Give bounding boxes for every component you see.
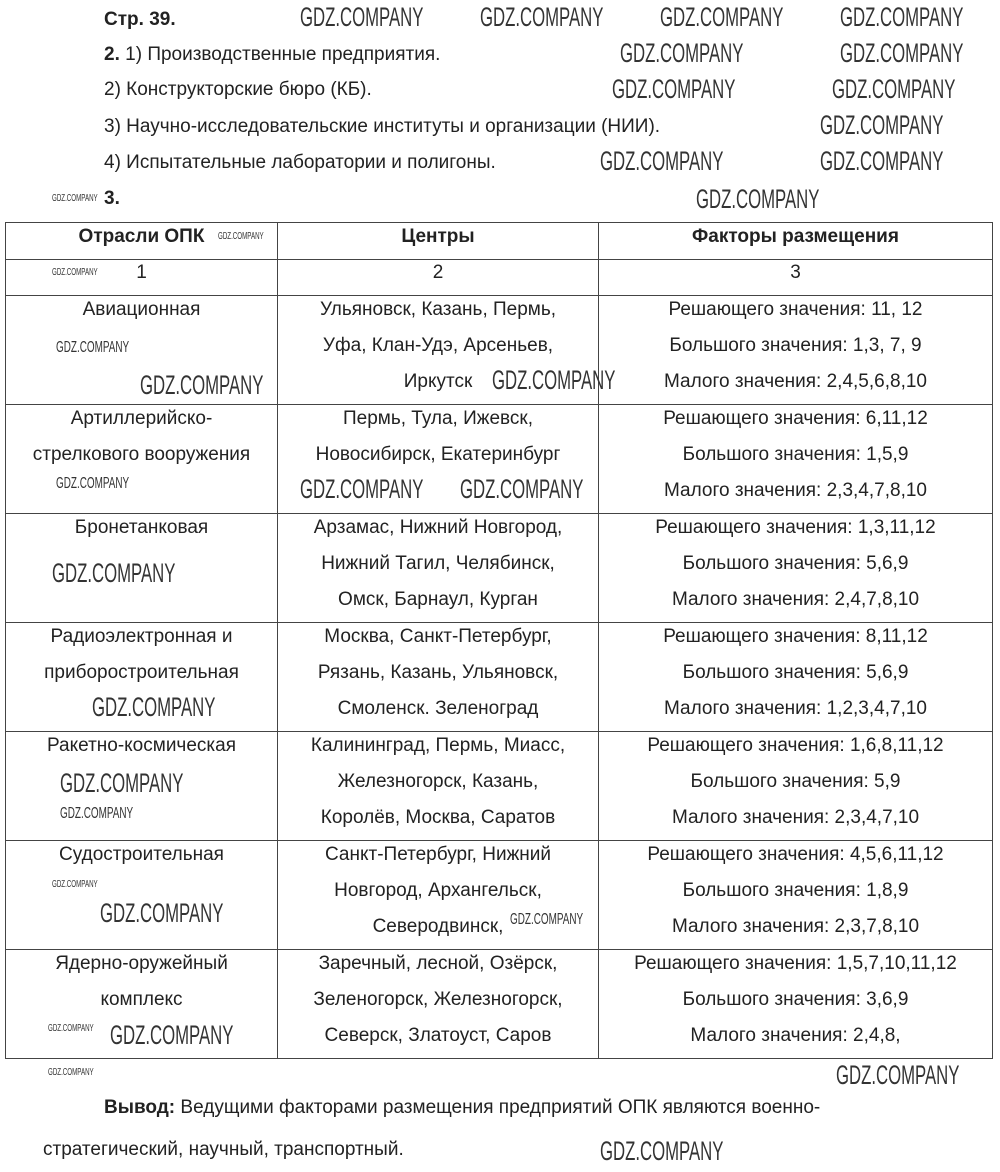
- task2-item-2: 2) Конструкторские бюро (КБ).: [104, 79, 372, 100]
- factors-line: Решающего значения: 1,6,8,11,12: [647, 735, 944, 756]
- task3-number-text: 3.: [104, 188, 120, 209]
- centers-line: Рязань, Казань, Ульяновск,: [317, 662, 559, 683]
- branch-line: Авиационная: [82, 299, 201, 320]
- centers-line: Королёв, Москва, Саратов: [320, 807, 556, 828]
- branch-line: Ядерно-оружейный: [55, 953, 228, 974]
- factors-line: Малого значения: 2,3,4,7,8,10: [664, 480, 927, 501]
- factors-line: Решающего значения: 1,3,11,12: [655, 517, 936, 538]
- centers-line: Железногорск, Казань,: [337, 771, 539, 792]
- centers-cell: [278, 950, 599, 1059]
- conclusion: [104, 1096, 820, 1120]
- column-number: 3: [599, 260, 993, 296]
- task2-item-text: 1) Производственные предприятия.: [125, 44, 441, 65]
- table-row: [6, 841, 993, 950]
- centers-line: Арзамас, Нижний Новгород,: [313, 517, 563, 538]
- branch-cell: [6, 514, 278, 623]
- conclusion-label: Вывод:: [104, 1097, 176, 1118]
- watermark: GDZ.COMPANY: [840, 38, 964, 68]
- branch-cell: [6, 732, 278, 841]
- centers-cell: [278, 841, 599, 950]
- branch-cell: [6, 841, 278, 950]
- factors-line: Решающего значения: 6,11,12: [663, 408, 928, 429]
- watermark: GDZ.COMPANY: [60, 805, 134, 822]
- table-row: [6, 950, 993, 1059]
- branch-cell: [6, 405, 278, 514]
- watermark: GDZ.COMPANY: [56, 475, 130, 492]
- factors-line: Решающего значения: 11, 12: [668, 299, 923, 320]
- centers-line: Санкт-Петербург, Нижний: [324, 844, 551, 865]
- factors-line: Малого значения: 1,2,3,4,7,10: [664, 698, 927, 719]
- factors-line: Решающего значения: 1,5,7,10,11,12: [634, 953, 957, 974]
- centers-line: Калининград, Пермь, Миасс,: [310, 735, 566, 756]
- centers-line: Северодвинск,: [372, 916, 504, 937]
- watermark: GDZ.COMPANY: [140, 370, 264, 400]
- watermark: GDZ.COMPANY: [60, 768, 184, 798]
- table-row: [6, 514, 993, 623]
- watermark: GDZ.COMPANY: [52, 558, 176, 588]
- branch-line: комплекс: [100, 989, 183, 1010]
- task3-number: [104, 187, 120, 211]
- centers-line: Северск, Златоуст, Саров: [324, 1025, 552, 1046]
- factors-line: Решающего значения: 8,11,12: [663, 626, 928, 647]
- centers-line: Заречный, лесной, Озёрск,: [318, 953, 558, 974]
- task2-item-4: 4) Испытательные лаборатории и полигоны.: [104, 152, 496, 173]
- factors-cell: [599, 405, 993, 514]
- branch-line: Судостроительная: [59, 844, 224, 865]
- centers-cell: [278, 623, 599, 732]
- watermark: GDZ.COMPANY: [660, 2, 784, 32]
- centers-line: Зеленогорск, Железногорск,: [313, 989, 563, 1010]
- table-row: [6, 405, 993, 514]
- header-factors: Факторы размещения: [599, 223, 993, 260]
- watermark: GDZ.COMPANY: [52, 879, 98, 890]
- factors-cell: [599, 623, 993, 732]
- watermark: GDZ.COMPANY: [52, 267, 98, 278]
- watermark: GDZ.COMPANY: [492, 365, 616, 395]
- factors-line: Большого значения: 1,8,9: [682, 880, 909, 901]
- centers-line: Омск, Барнаул, Курган: [338, 589, 538, 610]
- branch-cell: [6, 296, 278, 405]
- watermark: GDZ.COMPANY: [460, 474, 584, 504]
- centers-line: Смоленск. Зеленоград: [337, 698, 539, 719]
- factors-line: Решающего значения: 4,5,6,11,12: [647, 844, 944, 865]
- factors-line: Малого значения: 2,4,5,6,8,10: [664, 371, 927, 392]
- branch-line: Артиллерийско-: [70, 408, 213, 429]
- watermark: GDZ.COMPANY: [696, 184, 820, 214]
- factors-cell: [599, 514, 993, 623]
- watermark: GDZ.COMPANY: [600, 1136, 724, 1166]
- watermark: GDZ.COMPANY: [300, 2, 424, 32]
- centers-line: Новгород, Архангельск,: [334, 880, 542, 901]
- watermark: GDZ.COMPANY: [218, 231, 264, 242]
- watermark: GDZ.COMPANY: [840, 2, 964, 32]
- centers-line: Нижний Тагил, Челябинск,: [321, 553, 555, 574]
- watermark: GDZ.COMPANY: [480, 2, 604, 32]
- task2-item-1: [104, 43, 440, 67]
- centers-cell: [278, 732, 599, 841]
- watermark: GDZ.COMPANY: [620, 38, 744, 68]
- page-label-text: Стр. 39.: [104, 9, 176, 30]
- watermark: GDZ.COMPANY: [52, 193, 98, 204]
- factors-line: Большого значения: 1,3, 7, 9: [669, 335, 922, 356]
- centers-cell: [278, 405, 599, 514]
- centers-line: Москва, Санкт-Петербург,: [324, 626, 552, 647]
- factors-cell: [599, 732, 993, 841]
- table-row: [6, 623, 993, 732]
- factors-line: Малого значения: 2,4,7,8,10: [671, 589, 920, 610]
- factors-line: Большого значения: 5,6,9: [682, 553, 909, 574]
- opk-table: [5, 222, 993, 1059]
- branch-cell: [6, 623, 278, 732]
- factors-line: Малого значения: 2,3,7,8,10: [671, 916, 920, 937]
- factors-line: Большого значения: 5,9: [690, 771, 901, 792]
- centers-cell: [278, 296, 599, 405]
- factors-cell: [599, 950, 993, 1059]
- watermark: GDZ.COMPANY: [600, 146, 724, 176]
- conclusion-text-1: Ведущими факторами размещения предприятий ОПК являются военно-: [175, 1097, 821, 1118]
- watermark: GDZ.COMPANY: [300, 474, 424, 504]
- watermark: GDZ.COMPANY: [612, 74, 736, 104]
- task2-number: 2.: [104, 44, 120, 65]
- centers-line: Пермь, Тула, Ижевск,: [342, 408, 534, 429]
- column-number: 2: [278, 260, 599, 296]
- header-centers: Центры: [278, 223, 599, 260]
- header-branches: Отрасли ОПК: [6, 223, 278, 260]
- watermark: GDZ.COMPANY: [48, 1023, 94, 1034]
- centers-line: Уфа, Клан-Удэ, Арсеньев,: [322, 335, 554, 356]
- factors-line: Большого значения: 3,6,9: [682, 989, 909, 1010]
- centers-line: Новосибирск, Екатеринбург: [315, 444, 561, 465]
- branch-line: Ракетно-космическая: [47, 735, 236, 756]
- watermark: GDZ.COMPANY: [110, 1020, 234, 1050]
- page-label: [104, 8, 176, 32]
- column-number: 1: [6, 260, 278, 296]
- branch-line: стрелкового вооружения: [32, 444, 251, 465]
- centers-line: Иркутск: [403, 371, 473, 392]
- branch-line: приборостроительная: [44, 662, 239, 683]
- factors-line: Малого значения: 2,4,8,: [690, 1025, 901, 1046]
- watermark: GDZ.COMPANY: [832, 74, 956, 104]
- branch-cell: [6, 950, 278, 1059]
- column-number-row: [6, 260, 993, 296]
- factors-line: Большого значения: 1,5,9: [682, 444, 909, 465]
- watermark: GDZ.COMPANY: [820, 146, 944, 176]
- watermark: GDZ.COMPANY: [56, 339, 130, 356]
- table-row: [6, 732, 993, 841]
- factors-cell: [599, 841, 993, 950]
- watermark: GDZ.COMPANY: [48, 1067, 94, 1078]
- factors-cell: [599, 296, 993, 405]
- watermark: GDZ.COMPANY: [100, 898, 224, 928]
- watermark: GDZ.COMPANY: [510, 911, 584, 928]
- factors-line: Малого значения: 2,3,4,7,10: [671, 807, 920, 828]
- conclusion-text-2: стратегический, научный, транспортный.: [43, 1139, 404, 1160]
- table-header-row: [6, 223, 993, 260]
- task2-item-3: 3) Научно-исследовательские институты и организации (НИИ).: [104, 116, 661, 137]
- table-row: [6, 296, 993, 405]
- centers-line: Ульяновск, Казань, Пермь,: [319, 299, 557, 320]
- factors-line: Большого значения: 5,6,9: [682, 662, 909, 683]
- centers-cell: [278, 514, 599, 623]
- branch-line: Бронетанковая: [74, 517, 209, 538]
- watermark: GDZ.COMPANY: [836, 1060, 960, 1090]
- branch-line: Радиоэлектронная и: [50, 626, 233, 647]
- watermark: GDZ.COMPANY: [92, 692, 216, 722]
- watermark: GDZ.COMPANY: [820, 110, 944, 140]
